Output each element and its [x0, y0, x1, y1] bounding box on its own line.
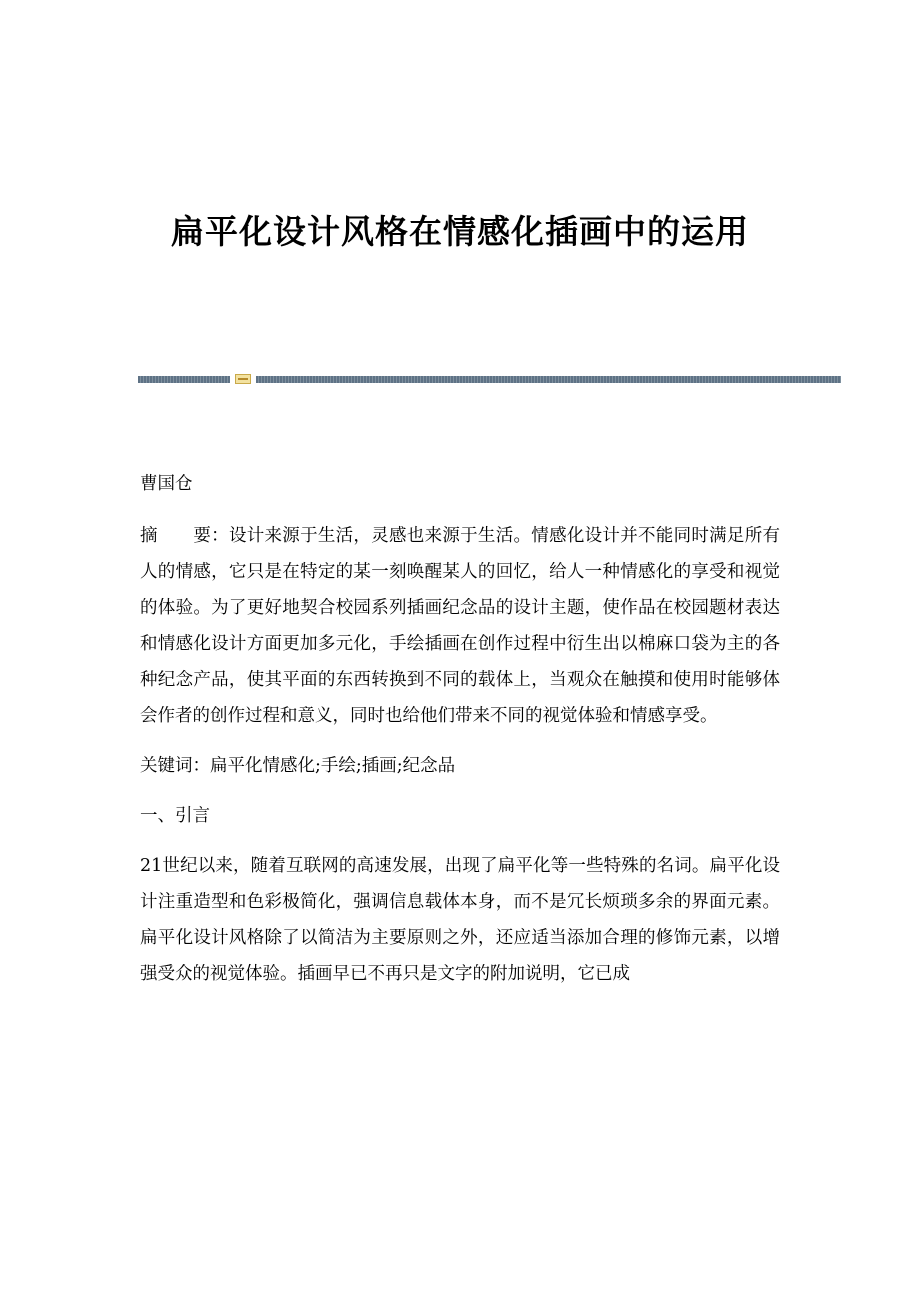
divider-bar-left — [138, 376, 230, 383]
author-name: 曹国仓 — [140, 474, 193, 494]
keywords-paragraph — [140, 748, 780, 784]
keywords-text: 扁平化情感化;手绘;插画;纪念品 — [210, 756, 456, 776]
page-title: 扁平化设计风格在情感化插画中的运用 — [171, 212, 749, 251]
abstract-paragraph — [140, 518, 780, 734]
title-divider — [138, 372, 841, 386]
keywords-label: 关键词： — [140, 756, 210, 776]
article-body — [140, 466, 780, 992]
intro-paragraph: 21世纪以来，随着互联网的高速发展，出现了扁平化等一些特殊的名词。扁平化设计注重造型和色彩极简化，强调信息载体本身，而不是冗长烦琐多余的界面元素。扁平化设计风格除了以简洁为主要原则之外，还应适当添加合理的修饰元素，以增强受众的视觉体验。插画早已不再只是文字的附加说明，它已成 — [140, 856, 780, 984]
section-heading: 一、引言 — [140, 806, 210, 826]
abstract-text: 设计来源于生活，灵感也来源于生活。情感化设计并不能同时满足所有人的情感，它只是在特定的某一刻唤醒某人的回忆，给人一种情感化的享受和视觉的体验。为了更好地契合校园系列插画纪念品的设计主题，使作品在校园题材表达和情感化设计方面更加多元化，手绘插画在创作过程中衍生出以棉麻口袋为主的各种纪念产品，使其平面的东西转换到不同的载体上，当观众在触摸和使用时能够体会作者的创作过程和意义，同时也给他们带来不同的视觉体验和情感享受。 — [140, 526, 781, 726]
envelope-icon — [235, 374, 251, 384]
divider-bar-right — [256, 376, 841, 383]
abstract-label: 摘 要： — [140, 526, 229, 546]
